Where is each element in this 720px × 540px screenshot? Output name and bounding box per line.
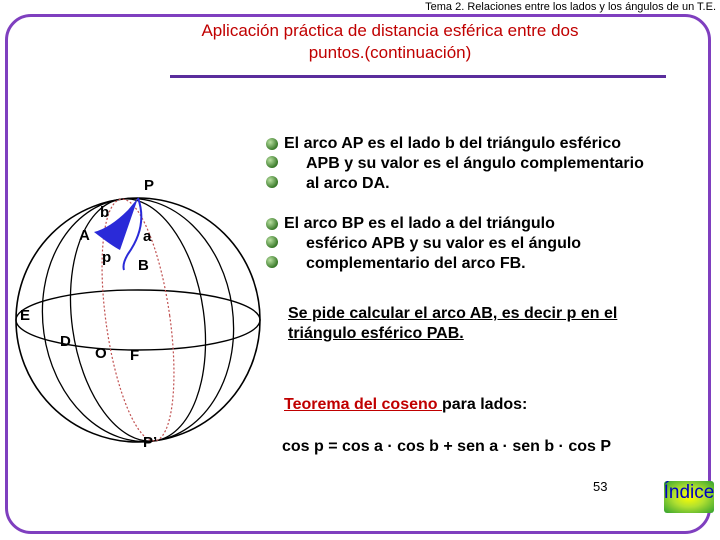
bullet-marker-icon	[266, 138, 278, 150]
label-P-prime: P’	[143, 434, 158, 451]
question-line-2: triángulo esférico PAB.	[288, 325, 464, 342]
label-E: E	[20, 307, 31, 324]
label-P: P	[144, 177, 155, 194]
bullet-1-line-3: al arco DA.	[306, 175, 390, 192]
equator	[16, 290, 260, 350]
bullet-2-line-3: complementario del arco FB.	[306, 255, 526, 272]
label-A: A	[79, 227, 90, 244]
bullet-2-line-1: El arco BP es el lado a del triángulo	[284, 215, 555, 232]
label-D: D	[60, 333, 71, 350]
bullet-marker-icon	[266, 156, 278, 168]
bullet-item-1	[266, 134, 644, 194]
theorem-rest: para lados:	[441, 396, 528, 413]
question-text	[288, 304, 688, 344]
label-B: B	[138, 257, 149, 274]
theorem-heading	[284, 396, 527, 414]
header-text: Tema 2. Relaciones entre los lados y los ángulos de un T.E.	[425, 1, 716, 13]
title-line-1: Aplicación práctica de distancia esférica entre dos	[201, 21, 579, 40]
label-F: F	[130, 347, 140, 364]
bullet-marker-icon	[266, 236, 278, 248]
bullet-1-line-2: APB y su valor es el ángulo complementario	[306, 155, 644, 172]
label-b: b	[100, 204, 110, 221]
bullet-marker-icon	[266, 218, 278, 230]
index-button[interactable]	[660, 479, 720, 515]
bullet-marker-icon	[266, 256, 278, 268]
index-button-label: Índice	[663, 482, 715, 503]
label-p: p	[102, 249, 112, 266]
bullet-item-2	[266, 214, 581, 274]
label-O: O	[95, 345, 107, 362]
bullet-marker-icon	[266, 176, 278, 188]
title-line-2: puntos.(continuación)	[308, 43, 472, 62]
cosine-formula: cos p = cos a · cos b + sen a · sen b · cos P	[282, 438, 612, 455]
bullet-2-line-2: esférico APB y su valor es el ángulo	[306, 235, 582, 252]
question-line-1: Se pide calcular el arco AB, es decir p en el	[288, 305, 618, 322]
label-a: a	[143, 228, 152, 245]
page-number: 53	[593, 479, 608, 494]
bullet-1-line-1: El arco AP es el lado b del triángulo esférico	[284, 135, 621, 152]
theorem-name: Teorema del coseno	[284, 396, 442, 413]
